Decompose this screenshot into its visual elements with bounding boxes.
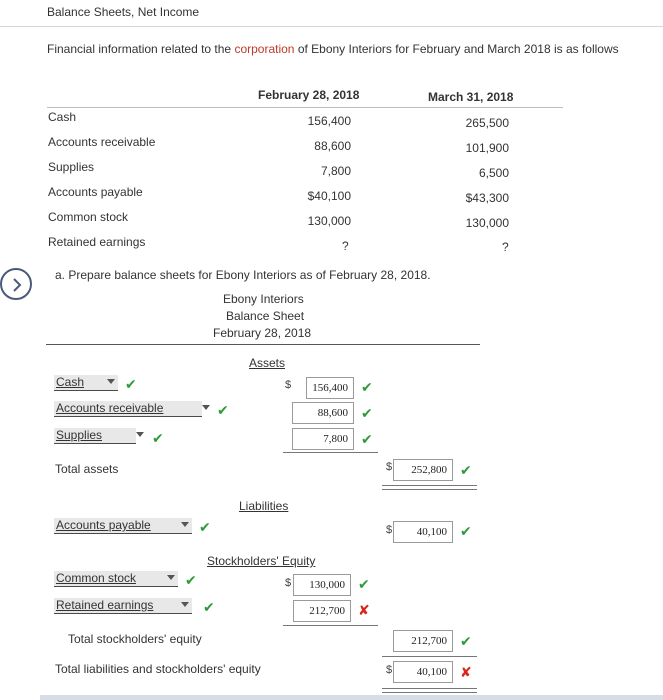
- check-icon: ✔: [185, 572, 197, 588]
- info-row-feb: 156,400: [307, 114, 351, 128]
- dollar-sign: $: [285, 577, 292, 589]
- check-icon: ✔: [460, 523, 472, 539]
- statement-heading-rule: [46, 344, 480, 345]
- info-row-label: Retained earnings: [48, 235, 146, 249]
- check-icon: ✔: [217, 402, 229, 418]
- chevron-down-icon: [167, 575, 175, 580]
- account-select-value: Accounts payable: [56, 518, 151, 532]
- check-icon: ✔: [152, 430, 164, 446]
- info-row-mar: 6,500: [478, 166, 509, 180]
- info-row-feb: ?: [342, 239, 349, 253]
- check-icon: ✔: [125, 376, 137, 392]
- info-table-header-rule: [47, 107, 563, 108]
- account-select-cash[interactable]: [54, 375, 118, 391]
- info-row-label: Accounts receivable: [48, 135, 156, 149]
- dollar-sign: $: [386, 524, 393, 536]
- header-divider: [0, 26, 663, 27]
- statement-name: Balance Sheet: [226, 309, 305, 323]
- account-select-value: Cash: [56, 375, 85, 389]
- equity-heading: Stockholders' Equity: [207, 554, 316, 568]
- retained-earnings-input[interactable]: 212,700: [293, 600, 351, 622]
- intro-text-before: Financial information related to the: [47, 42, 235, 56]
- amount-input-supplies[interactable]: 7,800: [292, 428, 354, 450]
- col-header-february: February 28, 2018: [258, 88, 360, 102]
- page-title: Balance Sheets, Net Income: [47, 5, 200, 19]
- chevron-down-icon: [107, 379, 115, 384]
- part-a-prompt: a. Prepare balance sheets for Ebony Interiors as of February 28, 2018.: [55, 268, 431, 282]
- info-row-label: Common stock: [48, 210, 129, 224]
- total-equity-label: Total stockholders' equity: [68, 632, 202, 646]
- total-assets-input[interactable]: 252,800: [393, 459, 453, 481]
- chevron-down-icon: [202, 405, 210, 410]
- accounts-payable-input[interactable]: 40,100: [393, 521, 453, 543]
- chevron-down-icon: [181, 522, 189, 527]
- total-assets-label: Total assets: [55, 462, 119, 476]
- info-row-label: Accounts payable: [48, 185, 143, 199]
- dollar-sign: $: [386, 461, 393, 473]
- statement-company: Ebony Interiors: [223, 292, 304, 306]
- dollar-sign: $: [386, 664, 393, 676]
- total-equity-rule: [382, 656, 477, 657]
- col-header-march: March 31, 2018: [428, 90, 514, 104]
- info-row-mar: ?: [502, 240, 509, 254]
- total-liabilities-equity-label: Total liabilities and stockholders' equity: [55, 662, 261, 676]
- bottom-band: [40, 695, 663, 700]
- chevron-right-icon: [9, 277, 25, 293]
- info-row-feb: 88,600: [314, 139, 351, 153]
- info-row-label: Cash: [48, 110, 77, 124]
- assets-heading: Assets: [249, 356, 286, 370]
- cross-icon: ✘: [460, 664, 472, 680]
- check-icon: ✔: [361, 431, 373, 447]
- statement-date: February 28, 2018: [213, 326, 312, 340]
- total-liabilities-equity-input[interactable]: 40,100: [393, 661, 453, 683]
- info-row-feb: 7,800: [320, 164, 351, 178]
- expand-chevron-button[interactable]: [0, 268, 32, 300]
- check-icon: ✔: [358, 576, 370, 592]
- info-row-feb: 130,000: [307, 214, 351, 228]
- info-row-mar: 265,500: [465, 116, 509, 130]
- account-select-value: Supplies: [56, 428, 103, 442]
- account-select-value: Accounts receivable: [56, 401, 164, 415]
- total-equity-input[interactable]: 212,700: [393, 630, 453, 652]
- account-select-value: Common stock: [56, 571, 137, 585]
- grand-total-double-rule: [382, 688, 477, 693]
- account-select-common-stock[interactable]: [54, 571, 178, 587]
- info-row-mar: $43,300: [465, 191, 509, 205]
- info-row-label: Supplies: [48, 160, 95, 174]
- info-row-mar: 130,000: [465, 216, 509, 230]
- assets-subtotal-rule: [283, 452, 378, 453]
- problem-intro: [47, 42, 619, 56]
- equity-subtotal-rule: [283, 625, 378, 626]
- total-assets-double-rule: [382, 485, 477, 490]
- info-row-mar: 101,900: [465, 141, 509, 155]
- check-icon: ✔: [203, 599, 215, 615]
- check-icon: ✔: [361, 379, 373, 395]
- corporation-link[interactable]: corporation: [234, 42, 295, 56]
- cross-icon: ✘: [358, 602, 370, 618]
- check-icon: ✔: [460, 462, 472, 478]
- account-select-accounts-payable[interactable]: [54, 518, 192, 534]
- intro-text-after: of Ebony Interiors for February and March 2018 is as follows: [294, 42, 619, 56]
- chevron-down-icon: [136, 432, 144, 437]
- account-select-accounts-receivable[interactable]: [54, 401, 202, 417]
- amount-input-accounts-receivable[interactable]: 88,600: [292, 402, 354, 424]
- check-icon: ✔: [361, 405, 373, 421]
- info-row-feb: $40,100: [307, 189, 351, 203]
- common-stock-input[interactable]: 130,000: [293, 574, 351, 596]
- dollar-sign: $: [285, 379, 292, 391]
- chevron-down-icon: [181, 602, 189, 607]
- account-select-supplies[interactable]: [54, 428, 136, 444]
- account-select-retained-earnings[interactable]: [54, 598, 192, 614]
- check-icon: ✔: [199, 519, 211, 535]
- account-select-value: Retained earnings: [56, 598, 154, 612]
- amount-input-cash[interactable]: 156,400: [306, 377, 354, 399]
- check-icon: ✔: [460, 633, 472, 649]
- liabilities-heading: Liabilities: [239, 499, 289, 513]
